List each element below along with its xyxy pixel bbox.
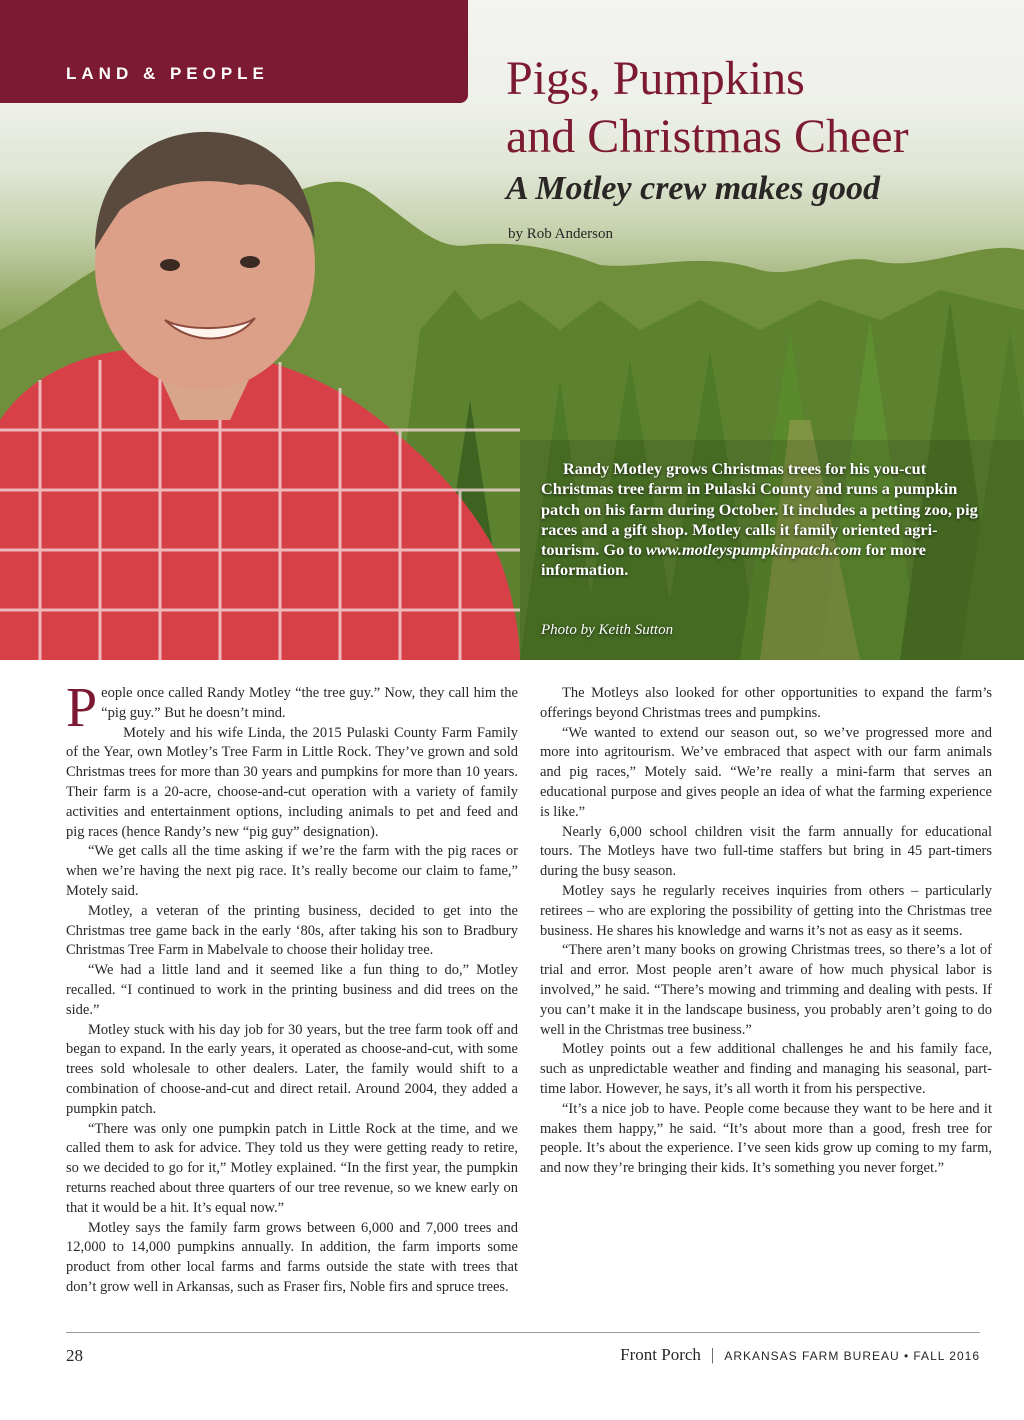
paragraph-8: Motley says the family farm grows between 6,000 and 7,000 trees and 12,000 to 14,000 pumpkins annually. In addition, the farm imports some product from other local farms and farms outside the state with trees that don’t grow well in Arkansas, such as Fraser firs, Noble firs and spruce trees. xyxy=(66,1219,518,1295)
photo-caption xyxy=(541,459,986,581)
magazine-name: Front Porch xyxy=(620,1345,701,1364)
footer-bullet: • xyxy=(903,1349,910,1363)
article-subtitle: A Motley crew makes good xyxy=(506,170,880,207)
section-label: LAND & PEOPLE xyxy=(66,64,269,83)
paragraph-14: Motley points out a few additional challenges he and his family face, such as unpredictable weather and finding and managing his seasonal, part-time labor. However, he says, it’s all worth it from his perspective. xyxy=(540,1041,992,1097)
paragraph-6: Motley stuck with his day job for 30 years, but the tree farm took off and began to expand. In the early years, it operated as choose-and-cut, with some trees sold wholesale to other dealers. Later, the family would shift to a combination of choose-and-cut and direct retail. Around 2004, they added a pumpkin patch. xyxy=(66,1021,518,1117)
paragraph-13: “There aren’t many books on growing Christmas trees, so there’s a lot of trial and error. Most people aren’t aware of how much physical labor is involved,” he said. “There’s mowing and trimming and dealing with pests. If you can’t make it in the landscape business, you probably aren’t going to do well in the Christmas tree business.” xyxy=(540,942,992,1038)
footer-publication xyxy=(620,1345,980,1365)
paragraph-10: “We wanted to extend our season out, so we’ve progressed more and more into agritourism. We’ve embraced that aspect with our farm animals and pig races,” Motely said. “We’re really a mini-farm that serves an educational purpose and gives people an idea of what the farming experience is like.” xyxy=(540,724,992,820)
hero-photo xyxy=(0,0,1024,660)
article-title xyxy=(506,50,1016,166)
paragraph-9: The Motleys also looked for other opportunities to expand the farm’s offerings beyond Christmas trees and pumpkins. xyxy=(540,685,992,721)
page-number: 28 xyxy=(66,1346,83,1365)
paragraph-15: “It’s a nice job to have. People come because they want to be here and it makes them happy,” he said. “It’s about more than a good, fresh tree for people. It’s about the experience. I’ve seen kids grow up coming to my farm, and now they’re bringing their kids. It’s something you never forget.” xyxy=(540,1100,992,1177)
paragraph-7: “There was only one pumpkin patch in Little Rock at the time, and we called them to ask for advice. They told us they were getting ready to retire, so we decided to go for it,” Motley explained. “In the first year, the pumpkin returns reached about three quarters of our tree revenue, so we knew early on that it would be a hit. It’s equal now.” xyxy=(66,1120,518,1216)
footer-separator: | xyxy=(710,1345,715,1364)
paragraph-11: Nearly 6,000 school children visit the farm annually for educational tours. The Motleys have two full-time staffers but bring in 45 part-timers during the busy season. xyxy=(540,823,992,880)
byline: by Rob Anderson xyxy=(508,226,613,242)
footer-rule xyxy=(66,1332,980,1333)
caption-tail: for more information. xyxy=(541,540,927,580)
photo-credit: Photo by Keith Sutton xyxy=(541,622,674,638)
article-column-left xyxy=(66,677,518,1298)
article-column-right xyxy=(540,684,992,1179)
paragraph-3: “We get calls all the time asking if we’re the farm with the pig races or when we’re having the next pig race. It’s really become our claim to fame,” Motely said. xyxy=(66,843,518,899)
paragraph-12: Motley says he regularly receives inquiries from others – particularly retirees – who are exploring the possibility of getting into the Christmas tree business. He shares his knowledge and warns it’s not as easy as it seems. xyxy=(540,882,992,939)
paragraph-2: Motely and his wife Linda, the 2015 Pulaski County Farm Family of the Year, own Motley’s Tree Farm in Little Rock. They’ve grown and sold Christmas trees for more than 30 years and pumpkins for more than 10 years. Their farm is a 20-acre, choose-and-cut operation with a variety of family activities and entertainment options, including animals to pet and feed and pig races (hence Randy’s new “pig guy” designation). xyxy=(66,724,518,840)
paragraph-4: Motley, a veteran of the printing business, decided to get into the Christmas tree game back in the early ‘80s, after taking his son to Bradbury Christmas Tree Farm in Mabelvale to choose their holiday tree. xyxy=(66,902,518,959)
title-line-2: and Christmas Cheer xyxy=(506,110,909,163)
paragraph-1 xyxy=(66,677,518,739)
paragraph-1-text: eople once called Randy Motley “the tree guy.” Now, they call him the “pig guy.” But he doesn’t mind. xyxy=(101,685,518,721)
paragraph-5: “We had a little land and it seemed like a fun thing to do,” Motley recalled. “I continued to work in the printing business and did trees on the side.” xyxy=(66,962,518,1018)
caption-url[interactable]: www.motleyspumpkinpatch.com xyxy=(645,540,862,560)
section-tab xyxy=(0,0,468,103)
drop-cap: P xyxy=(66,677,98,739)
caption-text: Randy Motley grows Christmas trees for his you-cut Christmas tree farm in Pulaski County and runs a pumpkin patch on his farm during October. It includes a petting zoo, pig races and a gift shop. Motley calls it family oriented agri-tourism. Go to xyxy=(541,459,978,560)
title-line-1: Pigs, Pumpkins xyxy=(506,52,805,105)
organization-name: ARKANSAS FARM BUREAU xyxy=(724,1349,900,1363)
issue-date: FALL 2016 xyxy=(913,1349,980,1363)
